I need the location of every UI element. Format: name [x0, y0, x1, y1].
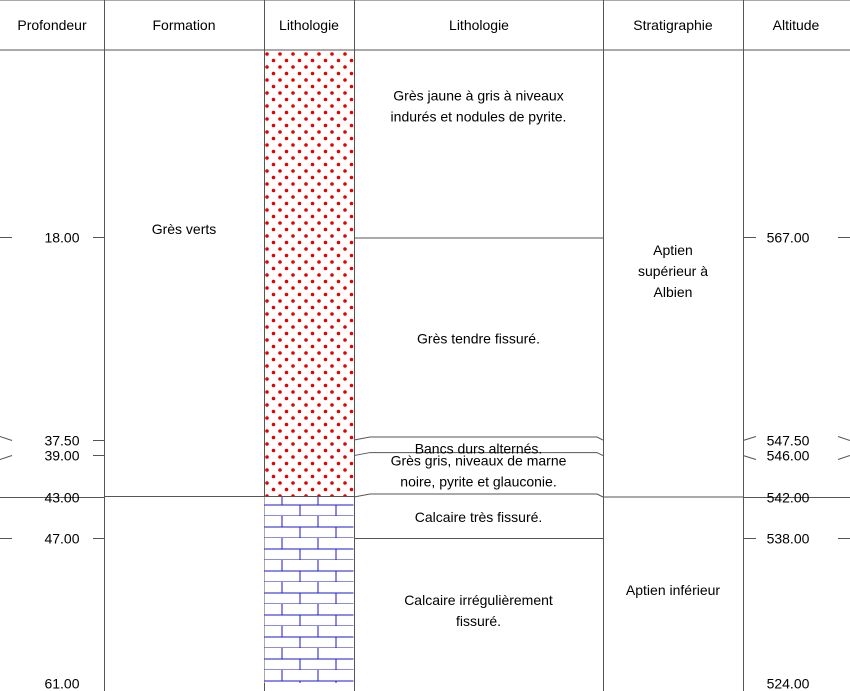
lithology-description-line: fissuré. — [455, 612, 502, 629]
boundary-lines — [104, 238, 743, 538]
altitude-label: 546.00 — [766, 447, 810, 464]
depth-label: 37.50 — [44, 432, 80, 449]
lithology-description-line: Calcaire irrégulièrement — [404, 591, 553, 608]
altitude-tick — [743, 456, 756, 460]
formation-label: Grès verts — [151, 220, 217, 237]
altitude-label: 542.00 — [766, 489, 810, 506]
depth-label: 43.00 — [44, 489, 80, 506]
depth-tick — [0, 456, 12, 460]
altitude-tick — [838, 437, 850, 441]
stratigraphy-label-line: Aptien — [653, 242, 693, 258]
altitude-label: 547.50 — [766, 432, 810, 449]
header-row — [17, 17, 819, 33]
header-lithology-text: Lithologie — [449, 17, 509, 33]
altitude-label: 524.00 — [766, 675, 810, 691]
lithology-description-line: Grès gris, niveaux de marne — [390, 452, 567, 469]
lithology-description-line: noire, pyrite et glauconie. — [400, 473, 557, 490]
stratigraphy-label-line: Aptien inférieur — [625, 581, 721, 598]
lithology-unit-dots — [265, 51, 354, 497]
altitude-label: 538.00 — [766, 530, 810, 547]
lithology-unit-bricks — [265, 497, 354, 683]
lithology-description-line: Calcaire très fissuré. — [414, 509, 543, 526]
altitude-label: 567.00 — [766, 229, 810, 246]
depth-label: 47.00 — [44, 530, 80, 547]
stratigraphy-label-line: Albien — [653, 284, 693, 300]
labels — [44, 88, 809, 691]
header-lithology-pattern: Lithologie — [279, 17, 339, 33]
header-altitude: Altitude — [772, 17, 820, 33]
lithology-description-line: Bancs durs alternés. — [414, 440, 543, 457]
depth-ticks — [0, 238, 850, 539]
lithology-column — [265, 51, 354, 683]
altitude-tick — [838, 456, 850, 460]
depth-label: 18.00 — [44, 229, 80, 246]
lithology-description-line: indurés et nodules de pyrite. — [390, 108, 567, 125]
header-depth: Profondeur — [17, 17, 87, 33]
lithology-description-line: Grès tendre fissuré. — [417, 330, 540, 347]
lithology-description-line: Grès jaune à gris à niveaux — [393, 87, 564, 104]
header-formation: Formation — [152, 17, 216, 33]
stratigraphy-label-line: supérieur à — [637, 263, 709, 279]
header-stratigraphy: Stratigraphie — [633, 17, 713, 33]
depth-label: 39.00 — [44, 447, 80, 464]
description-boundary — [354, 494, 603, 497]
depth-tick — [0, 437, 12, 441]
depth-label: 61.00 — [44, 675, 80, 691]
altitude-tick — [743, 437, 756, 441]
